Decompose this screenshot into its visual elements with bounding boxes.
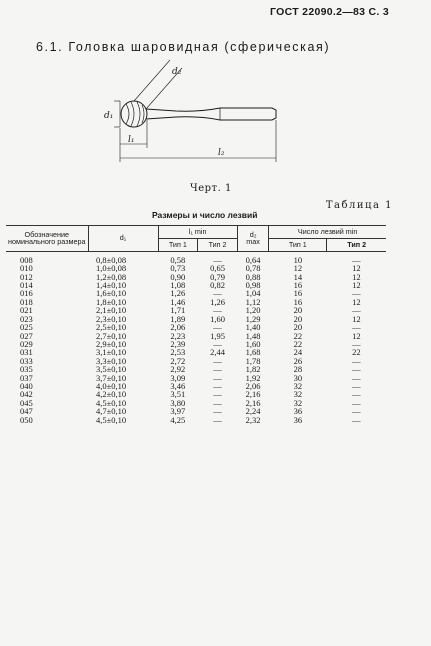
cell-l1-type1: 3,80 [170,397,186,408]
cell-blades-type2: 22 [352,347,361,358]
cell-blades-type2: 12 [352,296,361,307]
cell-d1: 2,1±0,10 [96,305,127,316]
table-body [6,251,386,424]
cell-blades-type2: — [352,372,361,383]
cell-l1-type1: 2,53 [170,347,186,358]
cell-designation: 025 [20,322,33,333]
cell-blades-type1: 12 [293,263,303,274]
header-d1: d₁ [88,226,158,252]
table-row [6,407,386,415]
cell-d1: 1,8±0,10 [96,296,127,307]
cell-blades-type2: 12 [352,280,361,291]
cell-d1: 4,0±0,10 [96,380,127,391]
cell-d1: 2,7±0,10 [96,330,127,341]
cell-d2max: 0,98 [245,280,261,291]
cell-blades-type1: 32 [293,397,303,408]
cell-designation: 040 [20,380,33,391]
header-designation: Обозначение номинального размера [6,226,88,252]
table-row [6,323,386,331]
cell-designation: 045 [20,397,33,408]
page-header: ГОСТ 22090.2—83 С. 3 [270,6,389,18]
cell-designation: 016 [20,288,33,299]
cell-l1-type2: 1,26 [210,296,225,307]
cell-d1: 0,8±0,08 [96,254,127,265]
cell-l1-type1: 2,39 [170,338,186,349]
cell-l1-type1: 1,71 [170,305,186,316]
table-row [6,374,386,382]
cell-d1: 2,9±0,10 [96,338,127,349]
cell-d2max: 2,16 [245,389,261,400]
cell-designation: 027 [20,330,33,341]
cell-blades-type1: 20 [293,322,303,333]
cell-blades-type2: — [352,288,361,299]
table-number: Таблица 1 [325,200,393,211]
cell-blades-type1: 10 [293,254,303,265]
cell-blades-type1: 30 [293,372,303,383]
cell-blades-type1: 16 [293,288,303,299]
cell-l1-type1: 0,73 [170,263,186,274]
cell-blades-type2: — [352,389,361,400]
cell-d2max: 1,29 [245,313,261,324]
cell-d2max: 1,20 [245,305,261,316]
cell-l1-type2: 1,95 [210,330,225,341]
cell-blades-type2: 12 [352,271,361,282]
cell-d2max: 1,04 [245,288,261,299]
cell-d1: 3,7±0,10 [96,372,127,383]
cell-designation: 008 [20,254,33,265]
cell-d2max: 1,68 [245,347,261,358]
table-row [6,365,386,373]
table-row [6,340,386,348]
cell-l1-type1: 2,72 [170,355,186,366]
cell-blades-type2: — [352,406,361,417]
cell-designation: 018 [20,296,33,307]
cell-d2max: 1,92 [245,372,261,383]
header-blades-type2: Тип 2 [327,238,386,251]
cell-l1-type2: — [213,397,222,408]
cell-d1: 1,0±0,08 [96,263,127,274]
cell-blades-type2: — [352,364,361,375]
spherical-head-drawing [100,56,310,172]
header-d2: d₂ [249,229,257,239]
cell-d1: 2,3±0,10 [96,313,127,324]
cell-designation: 042 [20,389,33,400]
cell-blades-type1: 20 [293,305,303,316]
ball-flutes [126,102,144,126]
cell-blades-type1: 20 [293,313,303,324]
table-row [6,298,386,306]
cell-l1-type1: 3,51 [170,389,186,400]
cell-d1: 2,5±0,10 [96,322,127,333]
cell-l1-type2: — [213,389,222,400]
cell-blades-type2: — [352,305,361,316]
table-row [6,306,386,314]
figure-caption: Черт. 1 [190,183,232,194]
header-l1-type2: Тип 2 [198,238,238,251]
cell-blades-type1: 16 [293,280,303,291]
dimensions-table [6,225,386,424]
table-row [6,390,386,398]
cell-designation: 037 [20,372,33,383]
cell-l1-type2: — [213,322,222,333]
cell-l1-type1: 2,92 [170,364,186,375]
label-d1: d₁ [104,111,114,121]
cell-l1-type2: 0,79 [210,271,225,282]
cell-d2max: 0,64 [245,254,261,265]
cell-l1-type2: — [213,305,222,316]
header-blades: Число лезвий min [269,226,386,239]
cell-d1: 1,6±0,10 [96,288,127,299]
cell-d1: 4,7±0,10 [96,406,127,417]
cell-d2max: 2,24 [245,406,261,417]
cell-blades-type1: 36 [293,406,303,417]
cell-d1: 4,5±0,10 [96,414,127,425]
cell-l1-type2: — [213,372,222,383]
cell-blades-type2: — [352,397,361,408]
table-row [6,416,386,424]
cell-d2max: 1,40 [245,322,261,333]
cell-d2max: 2,06 [245,380,261,391]
cell-l1-type1: 1,46 [170,296,186,307]
cell-l1-type2: — [213,364,222,375]
cell-blades-type2: — [352,254,361,265]
cell-l1-type2: — [213,414,222,425]
label-l1: l₁ [128,135,135,145]
cell-d2max: 1,60 [245,338,261,349]
cell-blades-type2: — [352,355,361,366]
cell-blades-type1: 16 [293,296,303,307]
cell-l1-type1: 1,26 [170,288,186,299]
table-row [6,281,386,289]
table-row [6,251,386,264]
cell-d1: 4,2±0,10 [96,389,127,400]
cell-l1-type2: — [213,380,222,391]
cell-d2max: 1,78 [245,355,261,366]
cell-l1-type2: 0,82 [210,280,225,291]
cell-l1-type1: 4,25 [170,414,186,425]
cell-blades-type1: 22 [293,338,303,349]
cell-d2max: 0,78 [245,263,261,274]
header-d2max [237,226,268,252]
table-row [6,382,386,390]
label-d2: d₂ [172,67,182,77]
cell-designation: 010 [20,263,33,274]
cell-blades-type1: 32 [293,389,303,400]
header-max: max [246,237,260,247]
cell-blades-type2: — [352,338,361,349]
table-row [6,332,386,340]
cell-l1-type2: 2,44 [210,347,225,358]
table-title: Размеры и число лезвий [152,210,258,220]
header-l1-type1: Тип 1 [158,238,198,251]
table-row [6,315,386,323]
cell-d2max: 0,88 [245,271,261,282]
cell-l1-type1: 0,90 [170,271,186,282]
cell-l1-type2: — [213,288,222,299]
cell-blades-type1: 14 [293,271,303,282]
section-title: 6.1. Головка шаровидная (сферическая) [36,40,331,54]
cell-d1: 1,4±0,10 [96,280,127,291]
cell-designation: 035 [20,364,33,375]
header-blades-type1: Тип 1 [269,238,327,251]
cell-l1-type1: 1,08 [170,280,186,291]
cell-designation: 029 [20,338,33,349]
cell-d2max: 2,32 [245,414,261,425]
cell-blades-type2: — [352,414,361,425]
table-row [6,289,386,297]
cell-l1-type1: 3,46 [170,380,186,391]
cell-d1: 3,1±0,10 [96,347,127,358]
cell-l1-type2: — [213,355,222,366]
cell-l1-type1: 1,89 [170,313,186,324]
cell-l1-type2: — [213,406,222,417]
cell-l1-type1: 2,06 [170,322,186,333]
cell-l1-type2: — [213,338,222,349]
header-l1min: l₁ min [158,226,237,239]
cell-d1: 3,3±0,10 [96,355,127,366]
cell-designation: 047 [20,406,33,417]
cell-d1: 1,2±0,08 [96,271,127,282]
cell-d2max: 2,16 [245,397,261,408]
cell-designation: 012 [20,271,33,282]
cell-blades-type2: 12 [352,263,361,274]
cell-blades-type1: 28 [293,364,303,375]
cell-l1-type1: 3,97 [170,406,186,417]
cell-designation: 033 [20,355,33,366]
table-row [6,348,386,356]
cell-designation: 031 [20,347,33,358]
cell-l1-type2: 1,60 [210,313,225,324]
table-row [6,357,386,365]
cell-blades-type1: 36 [293,414,303,425]
cell-d2max: 1,82 [245,364,261,375]
cell-blades-type2: — [352,380,361,391]
table-row [6,273,386,281]
cell-d2max: 1,48 [245,330,261,341]
cell-blades-type2: 12 [352,313,361,324]
cell-designation: 021 [20,305,33,316]
cell-blades-type2: 12 [352,330,361,341]
cell-blades-type1: 32 [293,380,303,391]
table-row [6,264,386,272]
cell-d1: 3,5±0,10 [96,364,127,375]
cell-blades-type1: 26 [293,355,303,366]
cell-l1-type1: 2,23 [170,330,186,341]
cell-blades-type1: 24 [293,347,303,358]
cell-blades-type2: — [352,322,361,333]
cell-blades-type1: 22 [293,330,303,341]
cell-l1-type1: 3,09 [170,372,186,383]
cell-l1-type1: 0,58 [170,254,186,265]
cell-l1-type2: 0,65 [210,263,225,274]
cell-designation: 050 [20,414,33,425]
label-l2: l₂ [218,148,225,158]
cell-d1: 4,5±0,10 [96,397,127,408]
cell-designation: 014 [20,280,33,291]
cell-d2max: 1,12 [245,296,261,307]
cell-designation: 023 [20,313,33,324]
table-row [6,399,386,407]
tool-shank [146,108,276,120]
cell-l1-type2: — [213,254,222,265]
